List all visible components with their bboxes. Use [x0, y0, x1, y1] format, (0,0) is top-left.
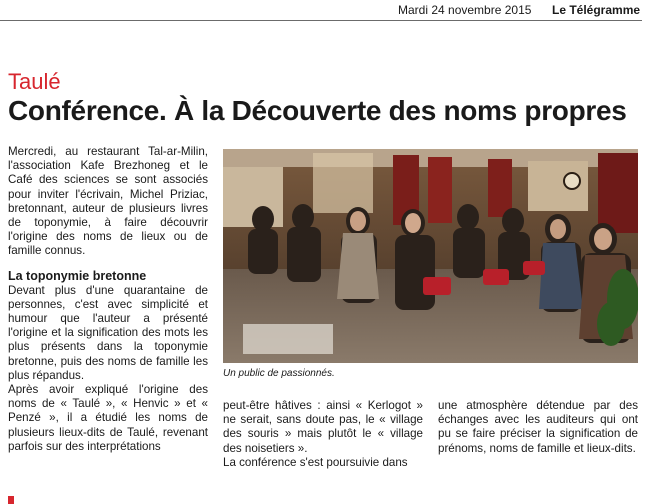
- footer-mark: [8, 496, 14, 504]
- body-paragraph-4: La conférence s'est poursuivie dans: [223, 455, 408, 469]
- column-1: [8, 145, 208, 454]
- photo-caption: Un public de passionnés.: [223, 368, 335, 379]
- column-2: [223, 399, 423, 470]
- body-paragraph-3: peut-être hâtives : ainsi « Kerlogot » ne serait, sans doute pas, le « village des souris » mais plutôt le « village des noisetiers ».: [223, 399, 423, 455]
- body-paragraph-2: Après avoir expliqué l'origine des noms de « Taulé », « Henvic » et « Penzé », il a étudié les noms de plusieurs lieux-dits de Taulé, revenant parfois sur des interprétations: [8, 383, 208, 453]
- intro-paragraph: Mercredi, au restaurant Tal-ar-Milin, l'association Kafe Brezhoneg et le Café des sciences se sont associés pour inviter l'écrivain, Michel Priziac, bretonnant, auteur de plusieurs livres de toponymie, à faire découvrir l'origine des noms de lieux ou de famille connus.: [8, 145, 208, 258]
- article-kicker: Taulé: [8, 69, 61, 94]
- section-subhead: La toponymie bretonne: [8, 268, 147, 283]
- issue-date: Mardi 24 novembre 2015: [398, 3, 532, 17]
- column-3: [438, 399, 638, 456]
- body-paragraph-1: Devant plus d'une quarantaine de personnes, c'est avec simplicité et humour que l'auteur a présenté l'origine et la signification des mots les plus présents dans la toponymie bretonne, puis des noms de famille les plus répandus.: [8, 283, 208, 382]
- newspaper-name: Le Télégramme: [552, 3, 641, 17]
- article-photo: [223, 149, 638, 363]
- masthead: [0, 0, 650, 22]
- article-headline: Conférence. À la Découverte des noms propres: [8, 95, 627, 126]
- body-paragraph-5: une atmosphère détendue par des échanges avec les auditeurs qui ont pu se faire préciser la signification de prénoms, noms de famille et lieux-dits.: [438, 399, 638, 455]
- masthead-rule: [0, 20, 642, 21]
